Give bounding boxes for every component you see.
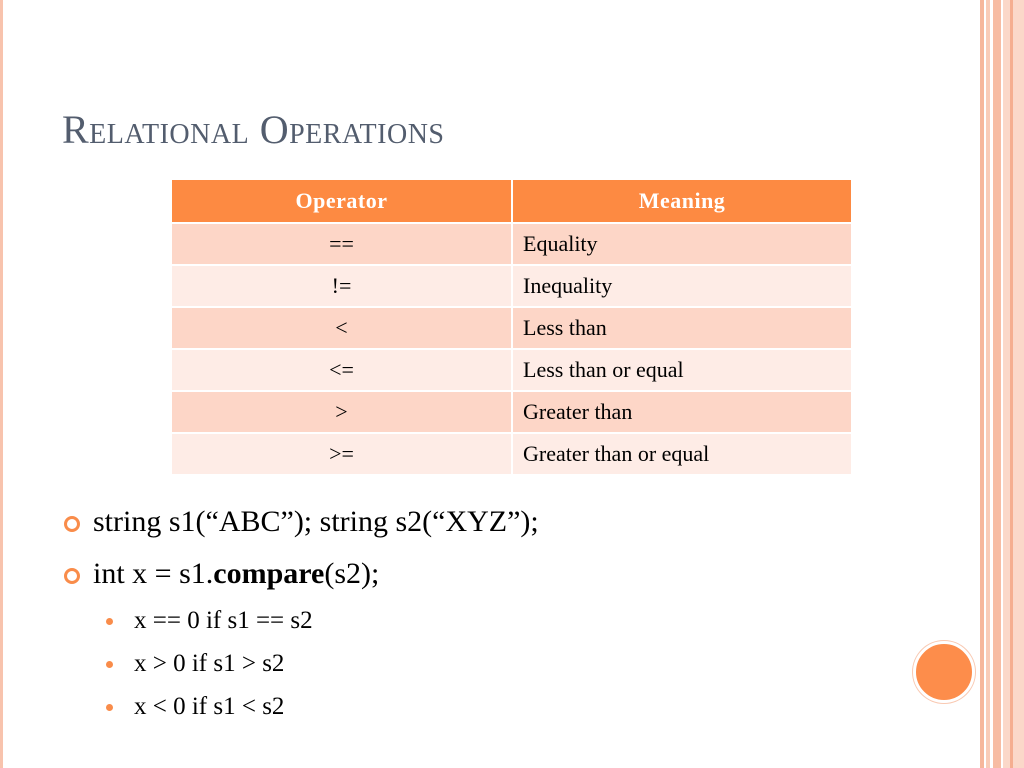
dot-bullet-icon [106,704,113,711]
operator-cell: >= [171,433,512,475]
bullet-text-bold: compare [213,557,325,590]
operator-cell: > [171,391,512,433]
sub-bullet-text: x < 0 if s1 < s2 [134,693,285,720]
dot-bullet-icon [106,661,113,668]
bullet-item [62,554,539,606]
meaning-cell: Equality [512,223,852,265]
table-row [171,307,852,349]
operator-cell: < [171,307,512,349]
ring-bullet-icon [64,516,80,532]
bullet-item [62,502,539,554]
slide-frame-right [980,0,1024,768]
table-row [171,433,852,475]
meaning-cell: Greater than [512,391,852,433]
dot-bullet-icon [106,618,113,625]
ring-bullet-icon [64,568,80,584]
sub-bullet-item [62,692,539,735]
bullet-text-post: (s2); [324,557,380,590]
slide-frame-left [0,0,3,768]
sub-bullet-text: x == 0 if s1 == s2 [134,607,313,634]
meaning-cell: Inequality [512,265,852,307]
table-row [171,223,852,265]
header-meaning: Meaning [512,179,852,223]
operator-cell: <= [171,349,512,391]
sub-bullet-item [62,606,539,649]
table-row [171,391,852,433]
table-row [171,265,852,307]
bullet-text-pre: int x = s1. [93,557,214,590]
operator-cell: != [171,265,512,307]
bullet-list [62,502,539,735]
sub-bullet-item [62,649,539,692]
header-operator: Operator [171,179,512,223]
meaning-cell: Less than [512,307,852,349]
operators-table [170,178,853,476]
meaning-cell: Greater than or equal [512,433,852,475]
operator-cell: == [171,223,512,265]
bullet-text: string s1(“ABC”); string s2(“XYZ”); [93,505,539,538]
meaning-cell: Less than or equal [512,349,852,391]
sub-bullet-text: x > 0 if s1 > s2 [134,650,285,677]
decorative-circle [913,641,975,703]
table-row [171,349,852,391]
table-header-row [171,179,852,223]
slide-title: Relational Operations [62,107,445,152]
